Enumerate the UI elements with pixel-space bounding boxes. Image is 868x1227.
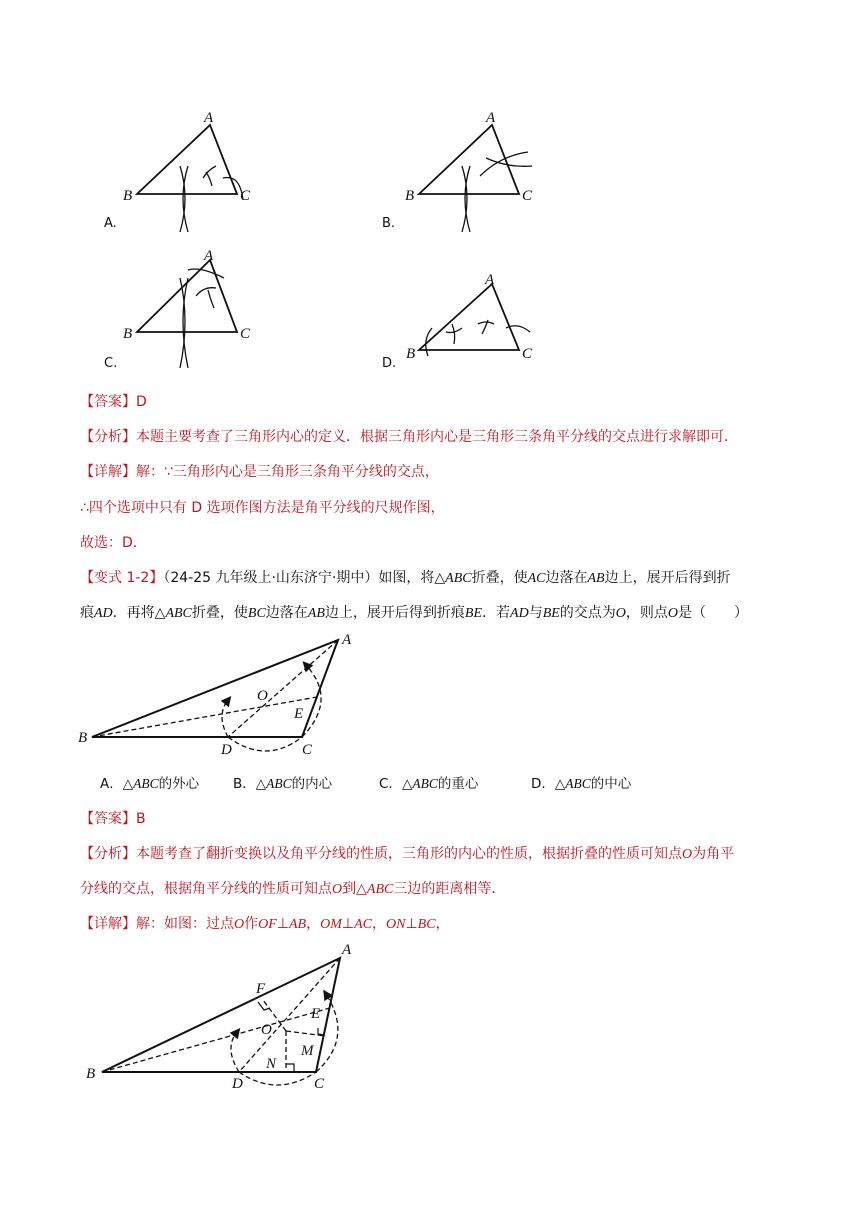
math-abc: ABC — [366, 882, 394, 897]
perp-symbol: ⊥ — [405, 916, 418, 932]
q1-detail-line3: 故选：D． — [80, 535, 147, 551]
detail-text: 解：如图：过点 — [136, 916, 234, 932]
answer-tag: 【答案】 — [80, 811, 136, 827]
vertex-label-a: A — [486, 110, 496, 126]
choice-a[interactable] — [100, 772, 233, 792]
math-abc: ABC — [165, 606, 192, 621]
figure-option-d — [382, 262, 552, 372]
math-ac: AC — [527, 571, 546, 586]
math-ab: AB — [587, 571, 605, 586]
triangle-symbol: △ — [356, 881, 367, 897]
vertex-label-d: D — [232, 1076, 243, 1092]
vertex-label-e: E — [311, 1006, 321, 1022]
comma: ， — [371, 916, 386, 932]
math-abc: ABC — [445, 571, 472, 586]
perp-symbol: ⊥ — [276, 916, 289, 932]
detail-text: 作 — [244, 916, 259, 932]
choice-letter: D． — [531, 776, 555, 792]
math-o: O — [332, 882, 343, 897]
vertex-label-a: A — [342, 942, 352, 958]
math-abc: ABC — [412, 776, 438, 791]
analysis-text: 到 — [342, 881, 357, 897]
q2-analysis-line1 — [80, 843, 734, 863]
vertex-label-a: A — [342, 632, 352, 648]
q1-answer — [80, 391, 147, 411]
vertex-label-b: B — [86, 1066, 96, 1082]
math-be: BE — [464, 606, 483, 621]
math-o: O — [234, 917, 245, 932]
stem-text: ．若 — [482, 605, 511, 621]
vertex-label-f: F — [256, 981, 266, 997]
figure-option-c — [100, 248, 270, 378]
choice-b[interactable] — [233, 772, 379, 792]
detail-text: 解：∵三角形内心是三角形三条角平分线的交点， — [136, 464, 439, 480]
vertex-label-a: A — [204, 110, 214, 126]
vertex-label-e: E — [294, 706, 304, 722]
detail-tag: 【详解】 — [80, 916, 136, 932]
comma: ， — [306, 916, 321, 932]
triangle-symbol: △ — [122, 776, 134, 792]
stem-text: 边上，展开后得到折痕 — [324, 605, 465, 621]
stem-text: 折叠，使 — [471, 570, 528, 586]
stem-text: 边落在 — [265, 605, 308, 621]
choice-text: 的中心 — [590, 776, 632, 792]
choice-text: 的重心 — [437, 776, 479, 792]
q2-choices — [100, 772, 631, 792]
math-ad: AD — [94, 606, 113, 621]
option-b-label: B. — [382, 216, 396, 231]
stem-text: 如图，将 — [378, 570, 435, 586]
analysis-text: 三边的距离相等． — [393, 881, 506, 897]
math-o: O — [667, 606, 679, 621]
stem-text: 边上，展开后得到折 — [604, 570, 731, 586]
q2-stem-line2 — [80, 602, 748, 622]
vertex-label-b: B — [406, 346, 416, 362]
vertex-label-d: D — [221, 742, 232, 758]
vertex-label-b: B — [405, 188, 415, 204]
option-a-label: A. — [104, 216, 117, 231]
math-on: ON — [385, 917, 406, 932]
analysis-text: 为角平 — [692, 846, 735, 862]
answer-tag: 【答案】 — [80, 394, 136, 410]
stem-text: ，则点 — [625, 605, 668, 621]
stem-text: 的交点为 — [559, 605, 616, 621]
vertex-label-c: C — [522, 188, 533, 204]
choice-text: 的内心 — [291, 776, 333, 792]
analysis-text: 本题考查了翻折变换以及角平分线的性质，三角形的内心的性质，根据折叠的性质可知点 — [136, 846, 682, 862]
vertex-label-c: C — [522, 346, 533, 362]
math-ab: AB — [289, 917, 307, 932]
vertex-label-c: C — [240, 188, 251, 204]
vertex-label-c: C — [314, 1076, 325, 1092]
source: （24-25 九年级上·山东济宁·期中） — [163, 570, 379, 586]
math-bc: BC — [417, 917, 436, 932]
math-ad: AD — [510, 606, 529, 621]
math-o: O — [682, 847, 693, 862]
choice-text: 的外心 — [158, 776, 200, 792]
choice-c[interactable] — [379, 772, 531, 792]
choice-letter: B． — [233, 776, 256, 792]
vertex-label-b: B — [78, 730, 88, 746]
vertex-label-b: B — [123, 326, 133, 342]
stem-text: 痕 — [80, 605, 94, 621]
q2-detail-figure — [82, 938, 372, 1098]
q1-detail-line2: ∴四个选项中只有 D 选项作图方法是角平分线的尺规作图， — [80, 500, 445, 516]
stem-text: 与 — [528, 605, 543, 621]
analysis-text: 分线的交点，根据角平分线的性质可知点 — [80, 881, 332, 897]
choice-letter: C． — [379, 776, 402, 792]
vertex-label-a: A — [204, 248, 214, 264]
q2-analysis-line2 — [80, 878, 505, 898]
comma: ， — [435, 916, 450, 932]
math-abc: ABC — [133, 776, 159, 791]
q1-detail-line1 — [80, 461, 439, 481]
triangle-symbol: △ — [554, 776, 566, 792]
vertex-label-o: O — [257, 688, 268, 704]
perp-symbol: ⊥ — [341, 916, 355, 932]
vertex-label-m: M — [301, 1043, 314, 1059]
math-bc: BC — [247, 606, 266, 621]
math-ac: AC — [354, 917, 372, 932]
answer-value: D — [136, 394, 147, 410]
math-om: OM — [320, 917, 342, 932]
math-abc: ABC — [266, 776, 292, 791]
q2-answer — [80, 808, 146, 828]
analysis-tag: 【分析】 — [80, 846, 136, 862]
figure-option-b — [382, 108, 552, 238]
vertex-label-n: N — [266, 1056, 277, 1072]
analysis-tag: 【分析】 — [80, 429, 136, 445]
vertex-label-a: A — [485, 272, 495, 288]
analysis-text: 本题主要考查了三角形内心的定义．根据三角形内心是三角形三条角平分线的交点进行求解即可． — [136, 429, 738, 445]
stem-text: 是（ ） — [678, 605, 749, 621]
choice-letter: A． — [100, 776, 123, 792]
stem-text: 折叠，使 — [191, 605, 248, 621]
choice-d[interactable] — [531, 772, 631, 792]
triangle-symbol: △ — [255, 776, 267, 792]
triangle-symbol: △ — [154, 605, 166, 621]
vertex-label-c: C — [240, 326, 251, 342]
math-o: O — [615, 606, 626, 621]
triangle-symbol: △ — [434, 570, 446, 586]
answer-value: B — [136, 811, 146, 827]
stem-text: 边落在 — [545, 570, 588, 586]
stem-text: ．再将 — [112, 605, 155, 621]
variant-tag: 【变式 1-2】 — [80, 570, 164, 586]
q2-stem-line1 — [80, 567, 731, 587]
option-d-label: D. — [382, 356, 397, 371]
vertex-label-b: B — [123, 188, 133, 204]
math-of: OF — [258, 917, 277, 932]
math-ab: AB — [307, 606, 325, 621]
figure-option-a — [100, 108, 270, 238]
q2-figure — [76, 630, 376, 760]
math-abc: ABC — [565, 776, 591, 791]
detail-tag: 【详解】 — [80, 464, 136, 480]
q1-analysis — [80, 426, 738, 446]
vertex-label-c: C — [302, 742, 313, 758]
triangle-symbol: △ — [401, 776, 413, 792]
vertex-label-o: O — [261, 1022, 272, 1038]
option-c-label: C. — [104, 356, 118, 371]
q2-detail — [80, 913, 450, 933]
math-be: BE — [542, 606, 560, 621]
